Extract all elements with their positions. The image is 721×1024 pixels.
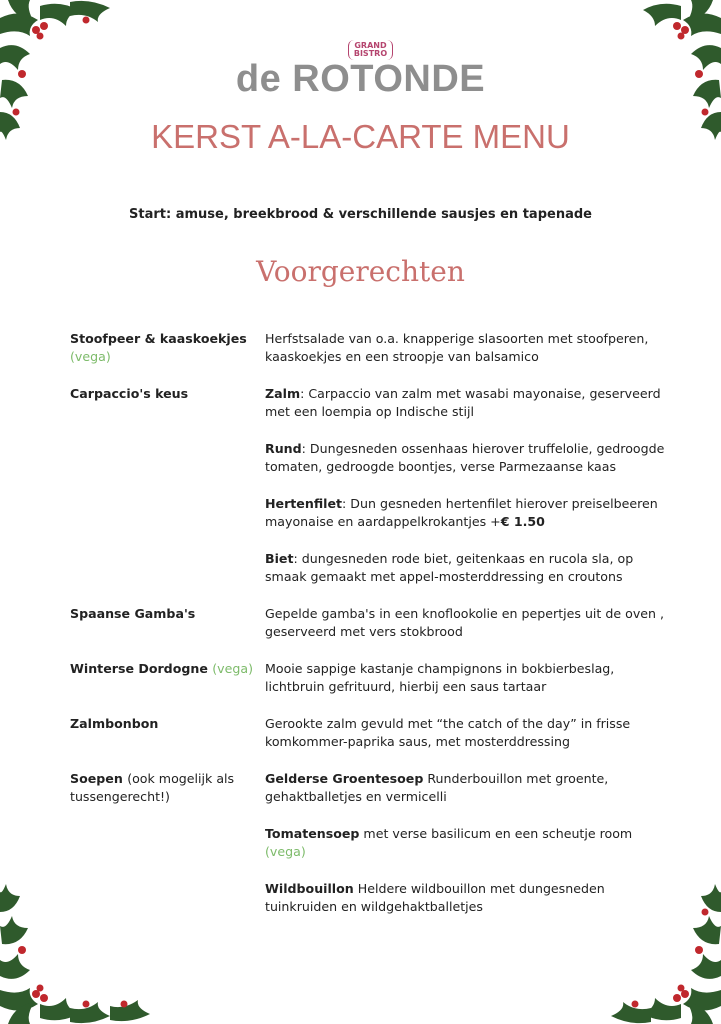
dish-option: Wildbouillon Heldere wildbouillon met dungesneden tuinkruiden en wildgehaktballetjes [265, 881, 605, 914]
dish-option: Biet: dungesneden rode biet, geitenkaas en rucola sla, op smaak gemaakt met appel-mosterddressing en croutons [265, 551, 634, 584]
dish-option: Gelderse Groentesoep Runderbouillon met groente, gehaktballetjes en vermicelli [265, 771, 609, 804]
dish-option: Hertenfilet: Dun gesneden hertenfilet hierover preiselbeeren mayonaise en aardappelkrokantjes +€ 1.50 [265, 496, 658, 529]
dish-description: Mooie sappige kastanje champignons in bokbierbeslag, lichtbruin gefrituurd, hierbij een saus tartaar [265, 661, 615, 694]
menu-item [70, 715, 680, 751]
dish-name: Zalmbonbon [70, 716, 159, 731]
dish-description: Gepelde gamba's in een knoflookolie en pepertjes uit de oven , geserveerd met vers stokbrood [265, 606, 665, 639]
dish-option: Rund: Dungesneden ossenhaas hierover truffelolie, gedroogde tomaten, gedroogde boontjes, verse Parmezaanse kaas [265, 441, 665, 474]
restaurant-logo [0, 40, 721, 101]
dish-name-text: Winterse Dordogne [70, 661, 208, 676]
dish-option: Tomatensoep met verse basilicum en een scheutje room (vega) [265, 826, 633, 859]
menu-item [70, 770, 680, 916]
menu-items [70, 330, 680, 916]
dish-option: Zalm: Carpaccio van zalm met wasabi mayonaise, geserveerd met een loempia op Indische stijl [265, 386, 661, 419]
vega-tag: (vega) [70, 349, 111, 364]
vega-tag: (vega) [212, 661, 254, 676]
dish-name [70, 770, 265, 916]
dish-description: Gerookte zalm gevuld met “the catch of the day” in frisse komkommer-paprika saus, met mosterddressing [265, 716, 631, 749]
dish-name: Carpaccio's keus [70, 386, 189, 401]
dish-note: (ook mogelijk als tussengerecht!) [70, 771, 235, 804]
section-heading: Voorgerechten [256, 255, 465, 288]
menu-item [70, 385, 680, 586]
logo-badge [348, 40, 393, 60]
dish-name [70, 660, 265, 696]
dish-options [265, 770, 675, 916]
dish-name: Spaanse Gamba's [70, 606, 196, 621]
dish-name-text: Stoofpeer & kaaskoekjes [70, 331, 247, 346]
menu-item [70, 330, 680, 366]
dish-options [265, 385, 675, 586]
vega-tag: (vega) [265, 844, 306, 859]
menu-title: KERST A-LA-CARTE MENU [151, 118, 570, 155]
logo-badge-line1: GRAND [354, 41, 387, 50]
logo-name: de ROTONDE [235, 58, 486, 100]
dish-description: Herfstsalade van o.a. knapperige slasoorten met stoofperen, kaaskoekjes en een stroopje van balsamico [265, 331, 649, 364]
price-supplement: € 1.50 [500, 514, 545, 529]
start-line: Start: amuse, breekbrood & verschillende sausjes en tapenade [129, 207, 592, 222]
dish-name [70, 330, 265, 366]
menu-item [70, 605, 680, 641]
menu-item [70, 660, 680, 696]
dish-name-text: Soepen [70, 771, 123, 786]
logo-badge-line2: BISTRO [353, 49, 388, 58]
